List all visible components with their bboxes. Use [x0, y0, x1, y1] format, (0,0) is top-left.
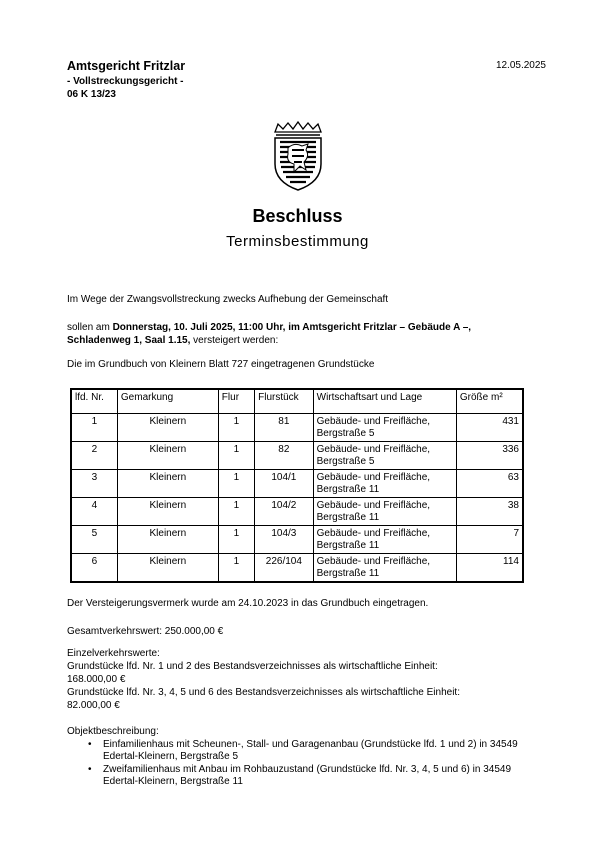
- coat-of-arms-icon: [270, 120, 326, 192]
- col-header-parcel: Flurstück: [255, 389, 314, 414]
- table-row: [71, 526, 523, 554]
- cell-flur: 1: [218, 470, 254, 498]
- cell-flur: 1: [218, 442, 254, 470]
- document-title: Beschluss: [252, 206, 343, 226]
- list-item: • Zweifamilienhaus mit Anbau im Rohbauzustand (Grundstücke lfd. Nr. 3, 4, 5 und 6) in 34549 Edertal-Kleinern, Bergstraße 11: [103, 764, 537, 789]
- cell-parcel: 81: [255, 414, 314, 442]
- cell-district: Kleinern: [117, 442, 218, 470]
- single-values-value1: 168.000,00 €: [67, 674, 126, 685]
- cell-usage: Gebäude- und Freifläche, Bergstraße 11: [313, 526, 456, 554]
- cell-size: 431: [456, 414, 523, 442]
- property-table: [70, 388, 524, 583]
- object-description: [67, 726, 537, 789]
- col-header-district: Gemarkung: [117, 389, 218, 414]
- cell-flur: 1: [218, 414, 254, 442]
- land-register-intro: Die im Grundbuch von Kleinern Blatt 727 eingetragenen Grundstücke: [67, 359, 375, 370]
- cell-size: 114: [456, 554, 523, 583]
- cell-number: 3: [71, 470, 117, 498]
- cell-size: 7: [456, 526, 523, 554]
- intro-text: Im Wege der Zwangsvollstreckung zwecks Aufhebung der Gemeinschaft: [67, 294, 389, 305]
- cell-size: 38: [456, 498, 523, 526]
- table-row: [71, 498, 523, 526]
- cell-usage: Gebäude- und Freifläche, Bergstraße 11: [313, 470, 456, 498]
- col-header-number: lfd. Nr.: [71, 389, 117, 414]
- cell-usage: Gebäude- und Freifläche, Bergstraße 5: [313, 414, 456, 442]
- appointment-suffix: versteigert werden:: [190, 335, 279, 346]
- col-header-usage: Wirtschaftsart und Lage: [313, 389, 456, 414]
- table-row: [71, 554, 523, 583]
- list-item: • Einfamilienhaus mit Scheunen-, Stall- und Garagenanbau (Grundstücke lfd. 1 und 2) in 34549 Edertal-Kleinern, Bergstraße 5: [103, 739, 537, 764]
- single-values-value2: 82.000,00 €: [67, 700, 120, 711]
- cell-parcel: 82: [255, 442, 314, 470]
- cell-flur: 1: [218, 498, 254, 526]
- description-list: [67, 739, 537, 789]
- col-header-size: Größe m²: [456, 389, 523, 414]
- document-date: 12.05.2025: [495, 60, 546, 71]
- cell-usage: Gebäude- und Freifläche, Bergstraße 11: [313, 554, 456, 583]
- table-row: [71, 414, 523, 442]
- cell-number: 5: [71, 526, 117, 554]
- description-heading: Objektbeschreibung:: [67, 726, 159, 737]
- cell-district: Kleinern: [117, 498, 218, 526]
- total-value: Gesamtverkehrswert: 250.000,00 €: [67, 626, 224, 637]
- single-values-heading: Einzelverkehrswerte:: [67, 648, 160, 659]
- cell-parcel: 226/104: [255, 554, 314, 583]
- cell-usage: Gebäude- und Freifläche, Bergstraße 11: [313, 498, 456, 526]
- cell-flur: 1: [218, 554, 254, 583]
- cell-parcel: 104/3: [255, 526, 314, 554]
- cell-usage: Gebäude- und Freifläche, Bergstraße 5: [313, 442, 456, 470]
- court-department: - Vollstreckungsgericht -: [67, 76, 184, 87]
- registration-note: Der Versteigerungsvermerk wurde am 24.10.2023 in das Grundbuch eingetragen.: [67, 598, 429, 609]
- cell-parcel: 104/2: [255, 498, 314, 526]
- cell-district: Kleinern: [117, 554, 218, 583]
- court-name: Amtsgericht Fritzlar: [67, 59, 186, 73]
- cell-size: 63: [456, 470, 523, 498]
- cell-number: 4: [71, 498, 117, 526]
- appointment-prefix: sollen am: [67, 322, 113, 333]
- cell-number: 2: [71, 442, 117, 470]
- cell-number: 6: [71, 554, 117, 583]
- court-subtitle: [67, 75, 184, 101]
- cell-flur: 1: [218, 526, 254, 554]
- single-values-line2: Grundstücke lfd. Nr. 3, 4, 5 und 6 des Bestandsverzeichnisses als wirtschaftliche Einheit:: [67, 687, 460, 698]
- appointment-text: [67, 321, 537, 347]
- table-row: [71, 442, 523, 470]
- cell-parcel: 104/1: [255, 470, 314, 498]
- appointment-details: Donnerstag, 10. Juli 2025, 11:00 Uhr, im Amtsgericht Fritzlar – Gebäude A –, Schladenweg 1, Saal 1.15,: [67, 322, 472, 346]
- single-values-line1: Grundstücke lfd. Nr. 1 und 2 des Bestandsverzeichnisses als wirtschaftliche Einheit:: [67, 661, 438, 672]
- cell-size: 336: [456, 442, 523, 470]
- cell-number: 1: [71, 414, 117, 442]
- cell-district: Kleinern: [117, 414, 218, 442]
- document-subtitle: Terminsbestimmung: [226, 233, 369, 250]
- table-row: [71, 470, 523, 498]
- case-number: 06 K 13/23: [67, 89, 116, 100]
- cell-district: Kleinern: [117, 470, 218, 498]
- cell-district: Kleinern: [117, 526, 218, 554]
- table-header-row: [71, 389, 523, 414]
- col-header-flur: Flur: [218, 389, 254, 414]
- single-values: [67, 647, 537, 712]
